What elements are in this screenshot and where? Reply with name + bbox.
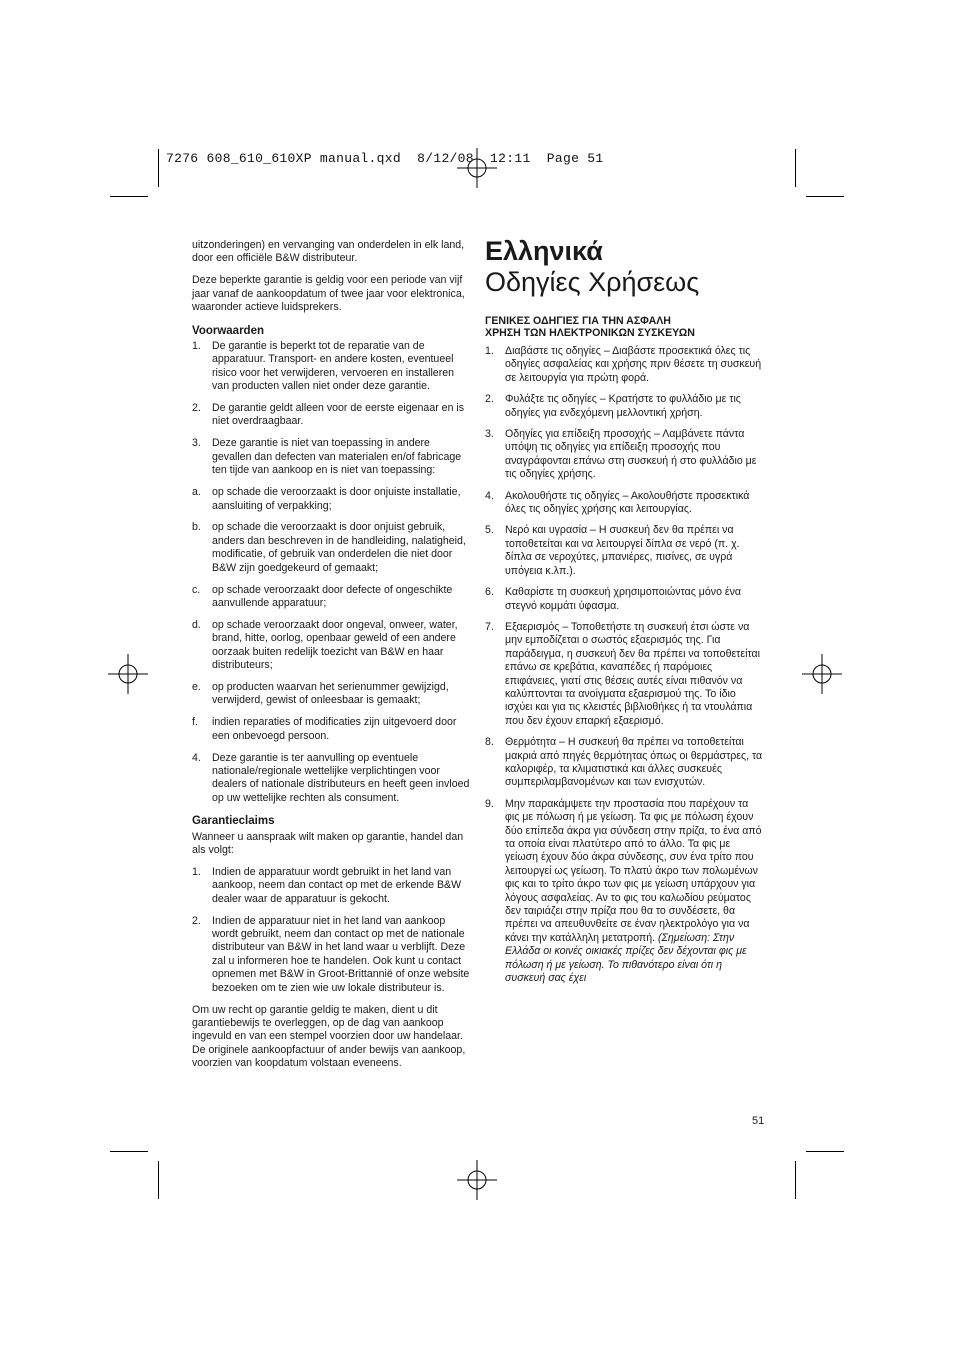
list-item: 2. De garantie geldt alleen voor de eerste eigenaar en is niet overdraagbaar. xyxy=(192,402,465,428)
print-slug: 7276 608_610_610XP manual.qxd 8/12/08 12:11 Page 51 xyxy=(166,151,604,166)
list-item: 1. Διαβάστε τις οδηγίες – Διαβάστε προσεκτικά όλες τις οδηγίες ασφαλείας και χρήσης πριν θέσετε τη συσκευή σε λειτουργία για πρώτη φορά. xyxy=(485,345,762,384)
list-item: 6. Καθαρίστε τη συσκευή χρησιμοποιώντας μόνο ένα στεγνό κομμάτι ύφασμα. xyxy=(485,586,742,612)
list-item: 2. Φυλάξτε τις οδηγίες – Κρατήστε το φυλλάδιο με τις οδηγίες για ενδεχόμενη μελλοντική χρήση. xyxy=(485,393,741,419)
list-item: 4. Ακολουθήστε τις οδηγίες – Ακολουθήστε προσεκτικά όλες τις οδηγίες χρήσης και λειτουργίας. xyxy=(485,489,750,516)
list-item: a. op schade die veroorzaakt is door onjuiste installatie, aansluiting of verpakking; xyxy=(192,486,461,512)
left-column xyxy=(192,239,472,1079)
list-item: 3. Οδηγίες για επίδειξη προσοχής – Λαμβάνετε πάντα υπόψη τις οδηγίες για επίδειξη προσοχής που αναγράφονται επάνω στη συσκευή ή στο φυλλάδιο με τις οδηγίες χρήσης. xyxy=(485,428,757,481)
list-item: e. op producten waarvan het serienummer gewijzigd, verwijderd, gewist of onleesbaar is gemaakt; xyxy=(192,680,449,707)
crop-mark xyxy=(158,1161,159,1199)
list-item: 9. Μην παρακάμψετε την προστασία που παρέχουν τα φις με πόλωση ή με γείωση. Τα φις με πόλωση έχουν δύο επίπεδα άκρα για σύνδεση στην πρίζα, το ένα από τα οποία είναι πλατύτερο από το άλλο. Τα φις με γείωση έχουν δύο άκρα σύνδεσης, συν ένα τρίτο που λειτουργεί ως γείωση. Το πλατύ άκρο των πολωμένων φις και το τρίτο άκρο των φις με γείωση υπάρχουν για λόγους ασφαλείας. Αν το φις του καλωδίου ρεύματος δεν ταιριάζει στην πρίζα που θα το συνδέσετε, θα πρέπει να απευθυνθείτε σε έναν ηλεκτρολόγο για να κάνει την κατάλληλη μετατροπή. (Σημείωση: Στην Ελλάδα οι κοινές οικιακές πρίζες δεν δέχονται φις με πόλωση ή με γείωση. Το πιθανότερο είναι ότι η συσκευή σας έχει xyxy=(485,797,762,985)
list-item: b. op schade die veroorzaakt is door onjuist gebruik, anders dan beschreven in de handleiding, nalatigheid, modificatie, of gebruik van onderdelen die niet door B&W zijn goedgekeurd of gemaakt; xyxy=(192,521,466,574)
crop-mark xyxy=(806,196,844,197)
registration-mark-icon xyxy=(457,1160,497,1200)
crop-mark xyxy=(110,1151,148,1152)
list-item: f. indien reparaties of modificaties zijn uitgevoerd door een onbevoegd persoon. xyxy=(192,716,457,742)
registration-mark-icon xyxy=(108,654,148,694)
paragraph: Om uw recht op garantie geldig te maken, dient u dit garantiebewijs te overleggen, op de dag van aankoop ingevuld en van een stempel voorzien door uw handelaar. De originele aankoopfactuur of ander bewijs van aankoop, voorzien van koopdatum volstaan eveneens. xyxy=(192,1003,466,1070)
safety-list xyxy=(485,345,765,985)
crop-mark xyxy=(158,149,159,187)
registration-mark-icon xyxy=(802,654,842,694)
section-heading: Voorwaarden xyxy=(192,324,264,337)
paragraph: Deze beperkte garantie is geldig voor een periode van vijf jaar vanaf de aankoopdatum of twee jaar voor elektronica, waaronder actieve luidsprekers. xyxy=(192,274,465,314)
voorwaarden-list xyxy=(192,340,472,805)
right-column xyxy=(485,236,765,993)
page-number: 51 xyxy=(752,1115,765,1127)
crop-mark xyxy=(795,149,796,187)
claims-list xyxy=(192,866,472,995)
page-title: Ελληνικά xyxy=(485,236,603,266)
section-heading: ΓΕΝΙΚΕΣ ΟΔΗΓΙΕΣ ΓΙΑ ΤΗΝ ΑΣΦΑΛΗ ΧΡΗΣΗ ΤΩΝ ΗΛΕΚΤΡΟΝΙΚΩΝ ΣΥΣΚΕΥΩΝ xyxy=(485,315,695,339)
list-item: 7. Εξαερισμός – Τοποθετήστε τη συσκευή έτσι ώστε να μην εμποδίζεται ο σωστός εξαερισμός της. Για παράδειγμα, η συσκευή δεν θα πρέπει να τοποθετείται επάνω σε κρεβάτια, καναπέδες ή παρόμοιες επιφάνειες, γιατί στις θέσεις αυτές είναι πιθανόν να καλύπτονται τα ανοίγματα εξαερισμού της. Το ίδιο ισχύει και για τις κλειστές βιβλιοθήκες ή τα ντουλάπια που δεν έχουν επαρκή εξαερισμό. xyxy=(485,620,760,727)
list-item: 2. Indien de apparatuur niet in het land van aankoop wordt gebruikt, neem dan contact op met de nationale distributeur van B&W in het land waar u verblijft. Deze zal u informeren hoe te handelen. Ook kunt u contact opnemen met B&W in Groot-Brittannië of onze website bezoeken om te zien wie uw lokale distributeur is. xyxy=(192,914,470,994)
note-text: (Σημείωση: Στην Ελλάδα οι κοινές οικιακές πρίζες δεν δέχονται φις με πόλωση ή με γείωση. Το πιθανότερο είναι ότι η συσκευή σας έχει xyxy=(505,931,747,985)
list-item: 1. Indien de apparatuur wordt gebruikt in het land van aankoop, neem dan contact op met de erkende B&W dealer waar de apparatuur is gekocht. xyxy=(192,865,462,905)
list-item: 5. Νερό και υγρασία – Η συσκευή δεν θα πρέπει να τοποθετείται και να λειτουργεί δίπλα σε νερό (π. χ. δίπλα σε νεροχύτες, μπανιέρες, πισίνες, σε υγρά υπόγεια κ.λπ.). xyxy=(485,524,740,577)
paragraph: Wanneer u aanspraak wilt maken op garantie, handel dan als volgt: xyxy=(192,830,464,857)
page-subtitle: Οδηγίες Χρήσεως xyxy=(485,267,700,297)
crop-mark xyxy=(806,1151,844,1152)
list-item: d. op schade veroorzaakt door ongeval, onweer, water, brand, hitte, oorlog, openbaar geweld of een andere oorzaak buiten redelijk toezicht van B&W en haar distributeurs; xyxy=(192,618,458,672)
list-item: c. op schade veroorzaakt door defecte of ongeschikte aanvullende apparatuur; xyxy=(192,583,453,609)
list-item: 1. De garantie is beperkt tot de reparatie van de apparatuur. Transport- en andere kosten, eventueel risico voor het verwijderen, vervoeren en installeren van producten vallen niet onder deze garantie. xyxy=(192,339,455,393)
section-heading: Garantieclaims xyxy=(192,815,275,828)
list-item: 4. Deze garantie is ter aanvulling op eventuele nationale/regionale wettelijke verplichtingen voor dealers of nationale distributeurs en heeft geen invloed op uw wettelijke rechten als consument. xyxy=(192,751,470,804)
crop-mark xyxy=(795,1161,796,1199)
paragraph: uitzonderingen) en vervanging van onderdelen in elk land, door een officiële B&W distributeur. xyxy=(192,239,465,265)
crop-mark xyxy=(110,196,148,197)
list-item: 3. Deze garantie is niet van toepassing in andere gevallen dan defecten van materialen en/of fabricage ten tijde van aankoop en is niet van toepassing: xyxy=(192,437,462,477)
list-item: 8. Θερμότητα – Η συσκευή θα πρέπει να τοποθετείται μακριά από πηγές θερμότητας όπως οι θερμάστρες, τα καλοριφέρ, τα κλιματιστικά και άλλες συσκευές συμπεριλαμβανομένων και των ενισχυτών. xyxy=(485,736,763,789)
